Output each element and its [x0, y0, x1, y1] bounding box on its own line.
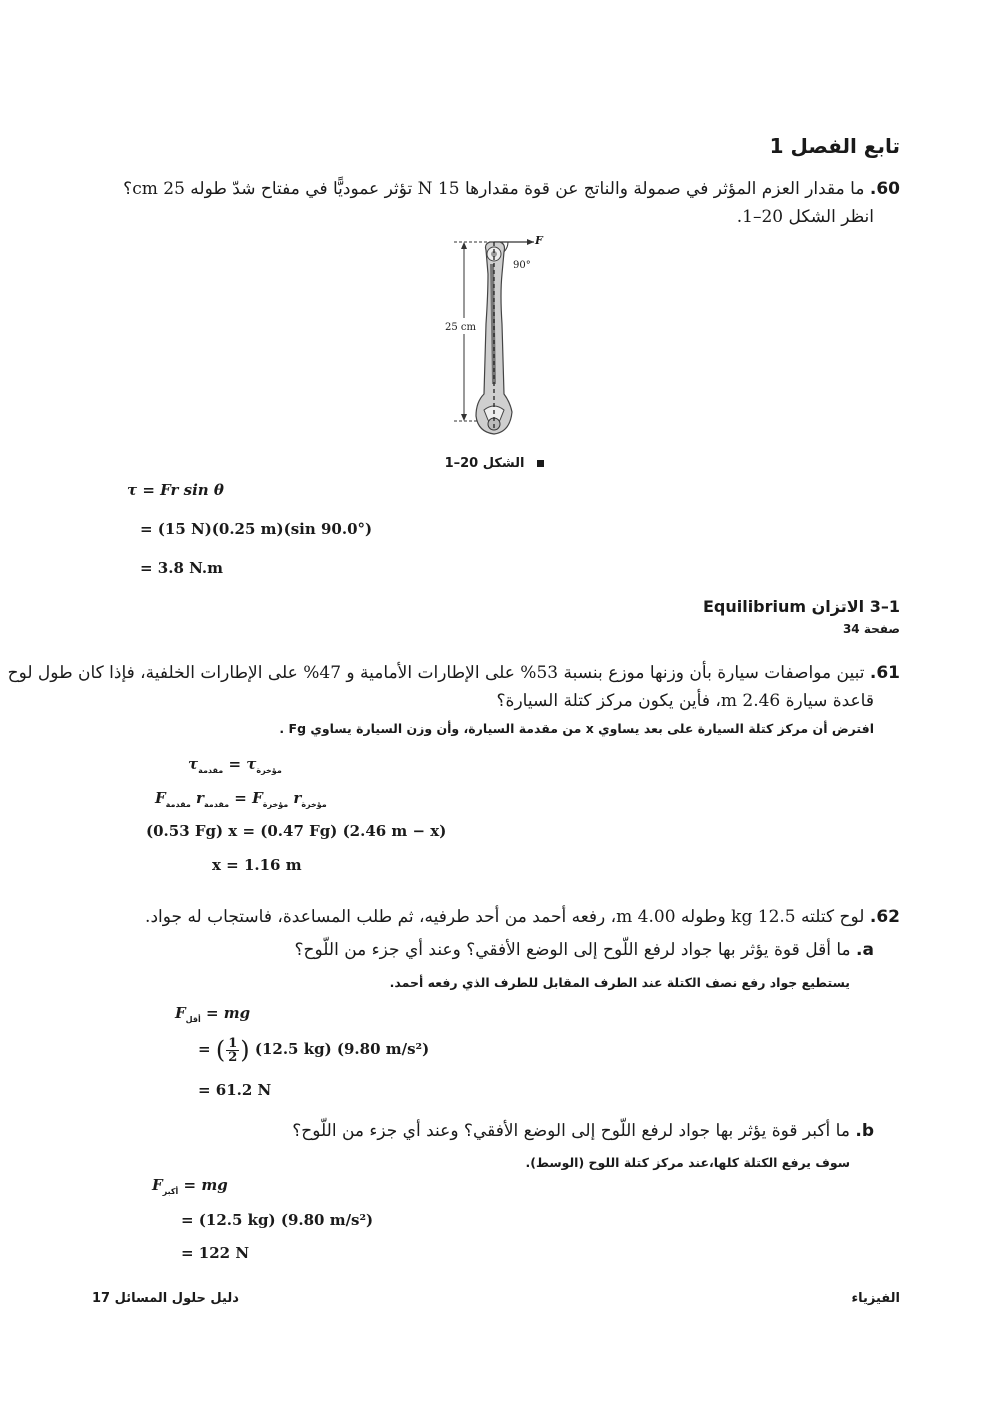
question-62-line1 [145, 904, 900, 930]
figure-caption [445, 456, 544, 471]
question-62b-answer: سوف يرفع الكتلة كلها،عند مركز كتلة اللوح (الوسط). [525, 1155, 850, 1170]
dimension-arrow-down-icon [461, 414, 467, 421]
question-60-line1 [123, 176, 900, 202]
angle-label: 90° [513, 260, 531, 271]
length-label: 25 cm [445, 322, 476, 333]
one-half-fraction [226, 1037, 239, 1064]
sub-max: أكبر [162, 1187, 179, 1196]
section-title: 1–3 الاتزان Equilibrium [702, 597, 900, 616]
sub-rear-r: مؤخرة [301, 800, 327, 809]
question-62a [295, 937, 874, 963]
q60-solution-line3: = 3.8 N.m [140, 559, 223, 577]
question-61-number: 61. [869, 663, 900, 683]
question-62b-text: ما أكبر قوة يؤثر بها جواد لرفع اللّوح إلى الوضع الأفقي؟ وعند أي جزء من اللّوح؟ [292, 1121, 850, 1141]
torque-formula: = Fr sin θ [142, 481, 224, 499]
footer-guide: دليل حلول المسائل 17 [92, 1291, 239, 1306]
q62a-values: (12.5 kg) (9.80 m/s²) [254, 1040, 430, 1058]
question-61-text: تبين مواصفات سيارة بأن وزنها موزع بنسبة 53% على الإطارات الأمامية و 47% على الإطارات الخلفية، فإذا كان طول لوح [7, 663, 865, 683]
sub-rear: مؤخرة [256, 766, 282, 775]
q62a-mg: = mg [206, 1004, 251, 1022]
sub-front: مقدمة [198, 766, 224, 775]
q60-solution-line2: = (15 N)(0.25 m)(sin 90.0°) [140, 520, 373, 538]
question-62-text: لوح كتلته 12.5 kg وطوله 4.00 m، رفعه أحمد من أحد طرفيه، ثم طلب المساعدة، فاستجاب له جواد. [145, 907, 865, 927]
q61-solution-line3: (0.53 Fg) x = (0.47 Fg) (2.46 m − x) [146, 822, 447, 840]
question-62b-label: b. [855, 1121, 874, 1141]
q61-solution-line1: $\tau_{مقدمة} = \tau_{مؤخرة}$ [188, 755, 282, 775]
q62b-solution-line1: $F_{أكبر}$ = mg [152, 1176, 228, 1196]
q62a-solution-line1: $F_{أقل}$ = mg [175, 1004, 251, 1024]
sub-front-r: مقدمة [203, 800, 230, 809]
figure-caption-text: الشكل 20–1 [444, 456, 525, 471]
q62b-solution-line2: = (12.5 kg) (9.80 m/s²) [181, 1211, 374, 1229]
question-62a-answer: يستطيع جواد رفع نصف الكتلة عند الطرف المقابل للطرف الذي رفعه أحمد. [389, 975, 850, 990]
q62a-solution-line2: = ( $\frac{1}{2}$ ) (12.5 kg) (9.80 m/s²) [198, 1035, 430, 1065]
chapter-heading: تابع الفصل 1 [769, 134, 900, 158]
question-61-line2: قاعدة سيارة 2.46 m، فأين يكون مركز كتلة السيارة؟ [496, 691, 874, 711]
q62b-mg: = mg [183, 1176, 228, 1194]
section-page-ref: صفحة 34 [842, 622, 900, 636]
sub-rear-f: مؤخرة [262, 800, 289, 809]
footer-subject: الفيزياء [851, 1291, 900, 1306]
frac-numerator: 1 [228, 1035, 238, 1051]
question-61-answer: افترض أن مركز كتلة السيارة على بعد يساوي x من مقدمة السيارة، وأن وزن السيارة يساوي Fg . [279, 721, 874, 736]
q62b-solution-line3: = 122 N [181, 1244, 250, 1262]
force-label: F [535, 234, 543, 247]
question-62-number: 62. [869, 907, 900, 927]
question-60-line2: انظر الشكل 20–1. [736, 207, 874, 227]
q62a-solution-line3: = 61.2 N [198, 1081, 272, 1099]
tau-symbol: τ [127, 481, 138, 499]
question-62b [292, 1118, 874, 1144]
sub-min: أقل [185, 1015, 201, 1024]
sub-front-f: مقدمة [165, 800, 191, 809]
q61-solution-line4: x = 1.16 m [212, 856, 302, 874]
question-62a-text: ما أقل قوة يؤثر بها جواد لرفع اللّوح إلى الوضع الأفقي؟ وعند أي جزء من اللّوح؟ [294, 940, 851, 960]
question-60-number: 60. [869, 179, 900, 199]
force-arrowhead-icon [527, 239, 534, 245]
question-61-line1 [8, 660, 900, 686]
question-62a-label: a. [856, 940, 874, 960]
question-60-text: ما مقدار العزم المؤثر في صمولة والناتج عن قوة مقدارها 15 N تؤثر عموديًّا في مفتاح شدّ طوله 25 cm؟ [123, 179, 865, 199]
frac-denominator: 2 [228, 1049, 238, 1065]
wrench-diagram [438, 234, 578, 444]
caption-square-icon [537, 460, 544, 467]
dimension-arrow-up-icon [461, 242, 467, 249]
q61-solution-line2: $F_{مقدمة}$ $r_{مقدمة} = F_{مؤخرة}$ $r_{مؤخرة}$ [155, 789, 327, 809]
wrench-shine [492, 264, 494, 384]
figure-wrench [438, 234, 578, 444]
q60-solution-line1 [127, 481, 224, 499]
